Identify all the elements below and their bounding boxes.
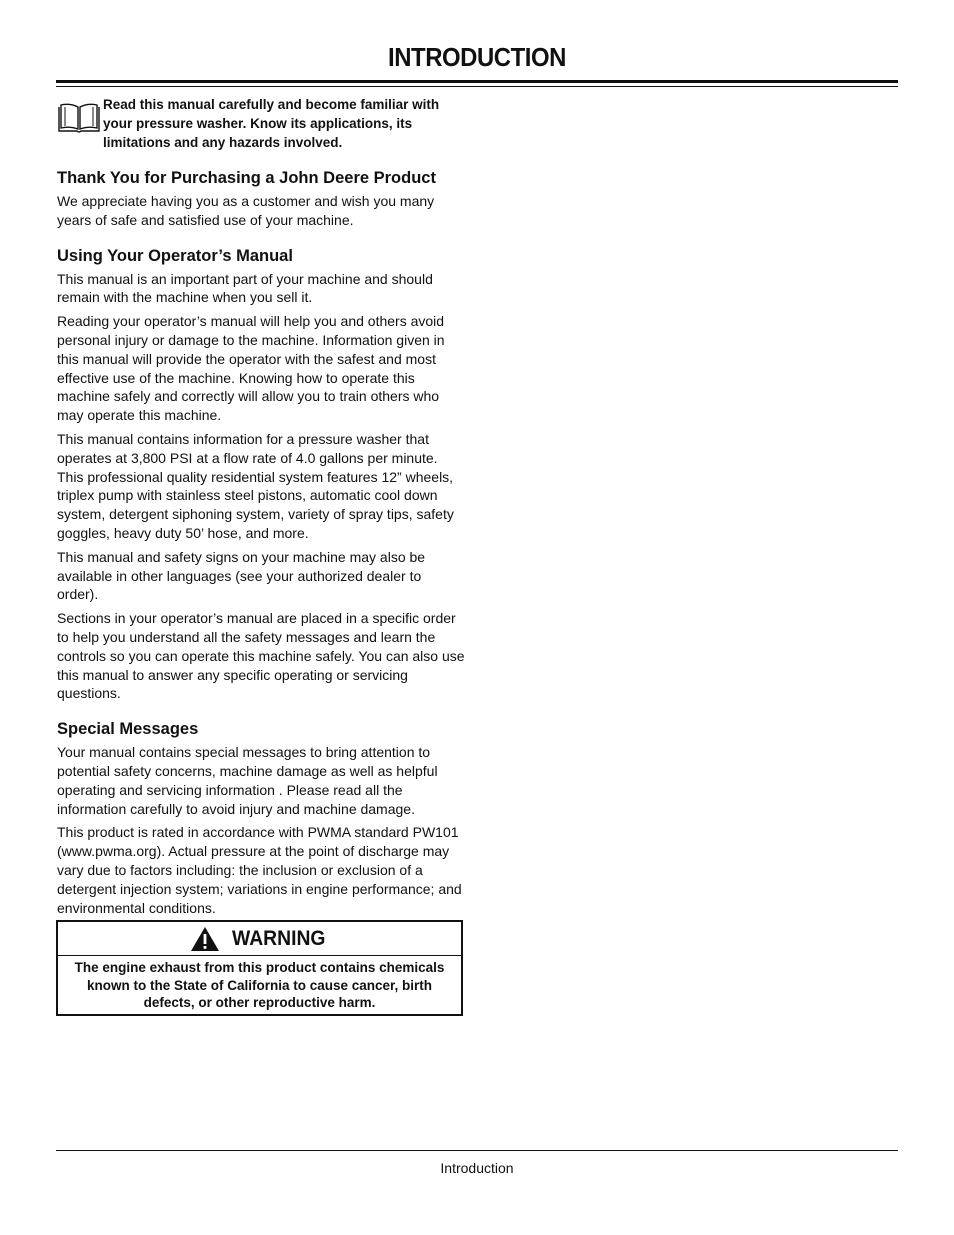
section-thank-you <box>57 168 465 230</box>
header-rule-thin <box>56 86 898 87</box>
section-special-messages <box>57 719 465 917</box>
header-rule-thick <box>56 80 898 83</box>
footer-section-name: Introduction <box>440 1160 514 1176</box>
section-heading: Special Messages <box>57 720 199 739</box>
paragraph: This manual contains information for a pressure washer that operates at 3,800 PSI at a flow rate of 4.0 gallons per minute. This professional quality residential system features 12” wheels, triplex pump with stainless steel pistons, automatic cool down system, detergent siphoning system, variety of spray tips, safety goggles, heavy duty 50’ hose, and more. <box>57 430 454 541</box>
warning-box <box>56 920 463 1016</box>
open-book-icon <box>57 101 101 135</box>
warning-triangle-icon <box>190 926 220 952</box>
paragraph: This manual is an important part of your machine and should remain with the machine when you sell it. <box>57 270 433 306</box>
intro-note <box>57 95 465 152</box>
warning-text: The engine exhaust from this product contains chemicals known to the State of California to cause cancer, birth defects, or other reproductive harm. <box>74 960 445 1010</box>
paragraph: Reading your operator’s manual will help you and others avoid personal injury or damage to the machine. Information given in this manual will provide the operator with the safest and most effective use of the machine. Knowing how to operate this machine safely and correctly will allow you to train others who may operate this machine. <box>57 313 445 424</box>
intro-note-text: Read this manual carefully and become familiar with your pressure washer. Know its applications, its limitations and any hazards involved. <box>103 97 440 150</box>
page-title: INTRODUCTION <box>388 42 566 72</box>
footer-rule <box>56 1150 898 1151</box>
paragraph: This product is rated in accordance with PWMA standard PW101 (www.pwma.org). Actual pressure at the point of discharge may vary due to factors including: the inclusion or exclusion of a detergent injection system; variations in engine performance; and environmental conditions. <box>57 824 462 916</box>
section-heading: Thank You for Purchasing a John Deere Product <box>57 169 436 187</box>
main-column <box>57 95 465 922</box>
paragraph: Your manual contains special messages to bring attention to potential safety concerns, machine damage as well as helpful operating and servicing information . Please read all the information carefully to avoid injury and machine damage. <box>57 744 438 817</box>
warning-header <box>58 922 461 956</box>
paragraph: Sections in your operator’s manual are placed in a specific order to help you understand all the safety messages and learn the controls so you can operate this machine safely. You can also use this manual to answer any specific operating or servicing questions. <box>57 610 465 702</box>
warning-label: WARNING <box>231 926 326 950</box>
section-heading: Using Your Operator’s Manual <box>57 246 293 265</box>
paragraph: We appreciate having you as a customer and wish you many years of safe and satisfied use of your machine. <box>57 193 435 228</box>
paragraph: This manual and safety signs on your machine may also be available in other languages (see your authorized dealer to order). <box>57 548 426 603</box>
section-using-manual <box>57 246 465 704</box>
